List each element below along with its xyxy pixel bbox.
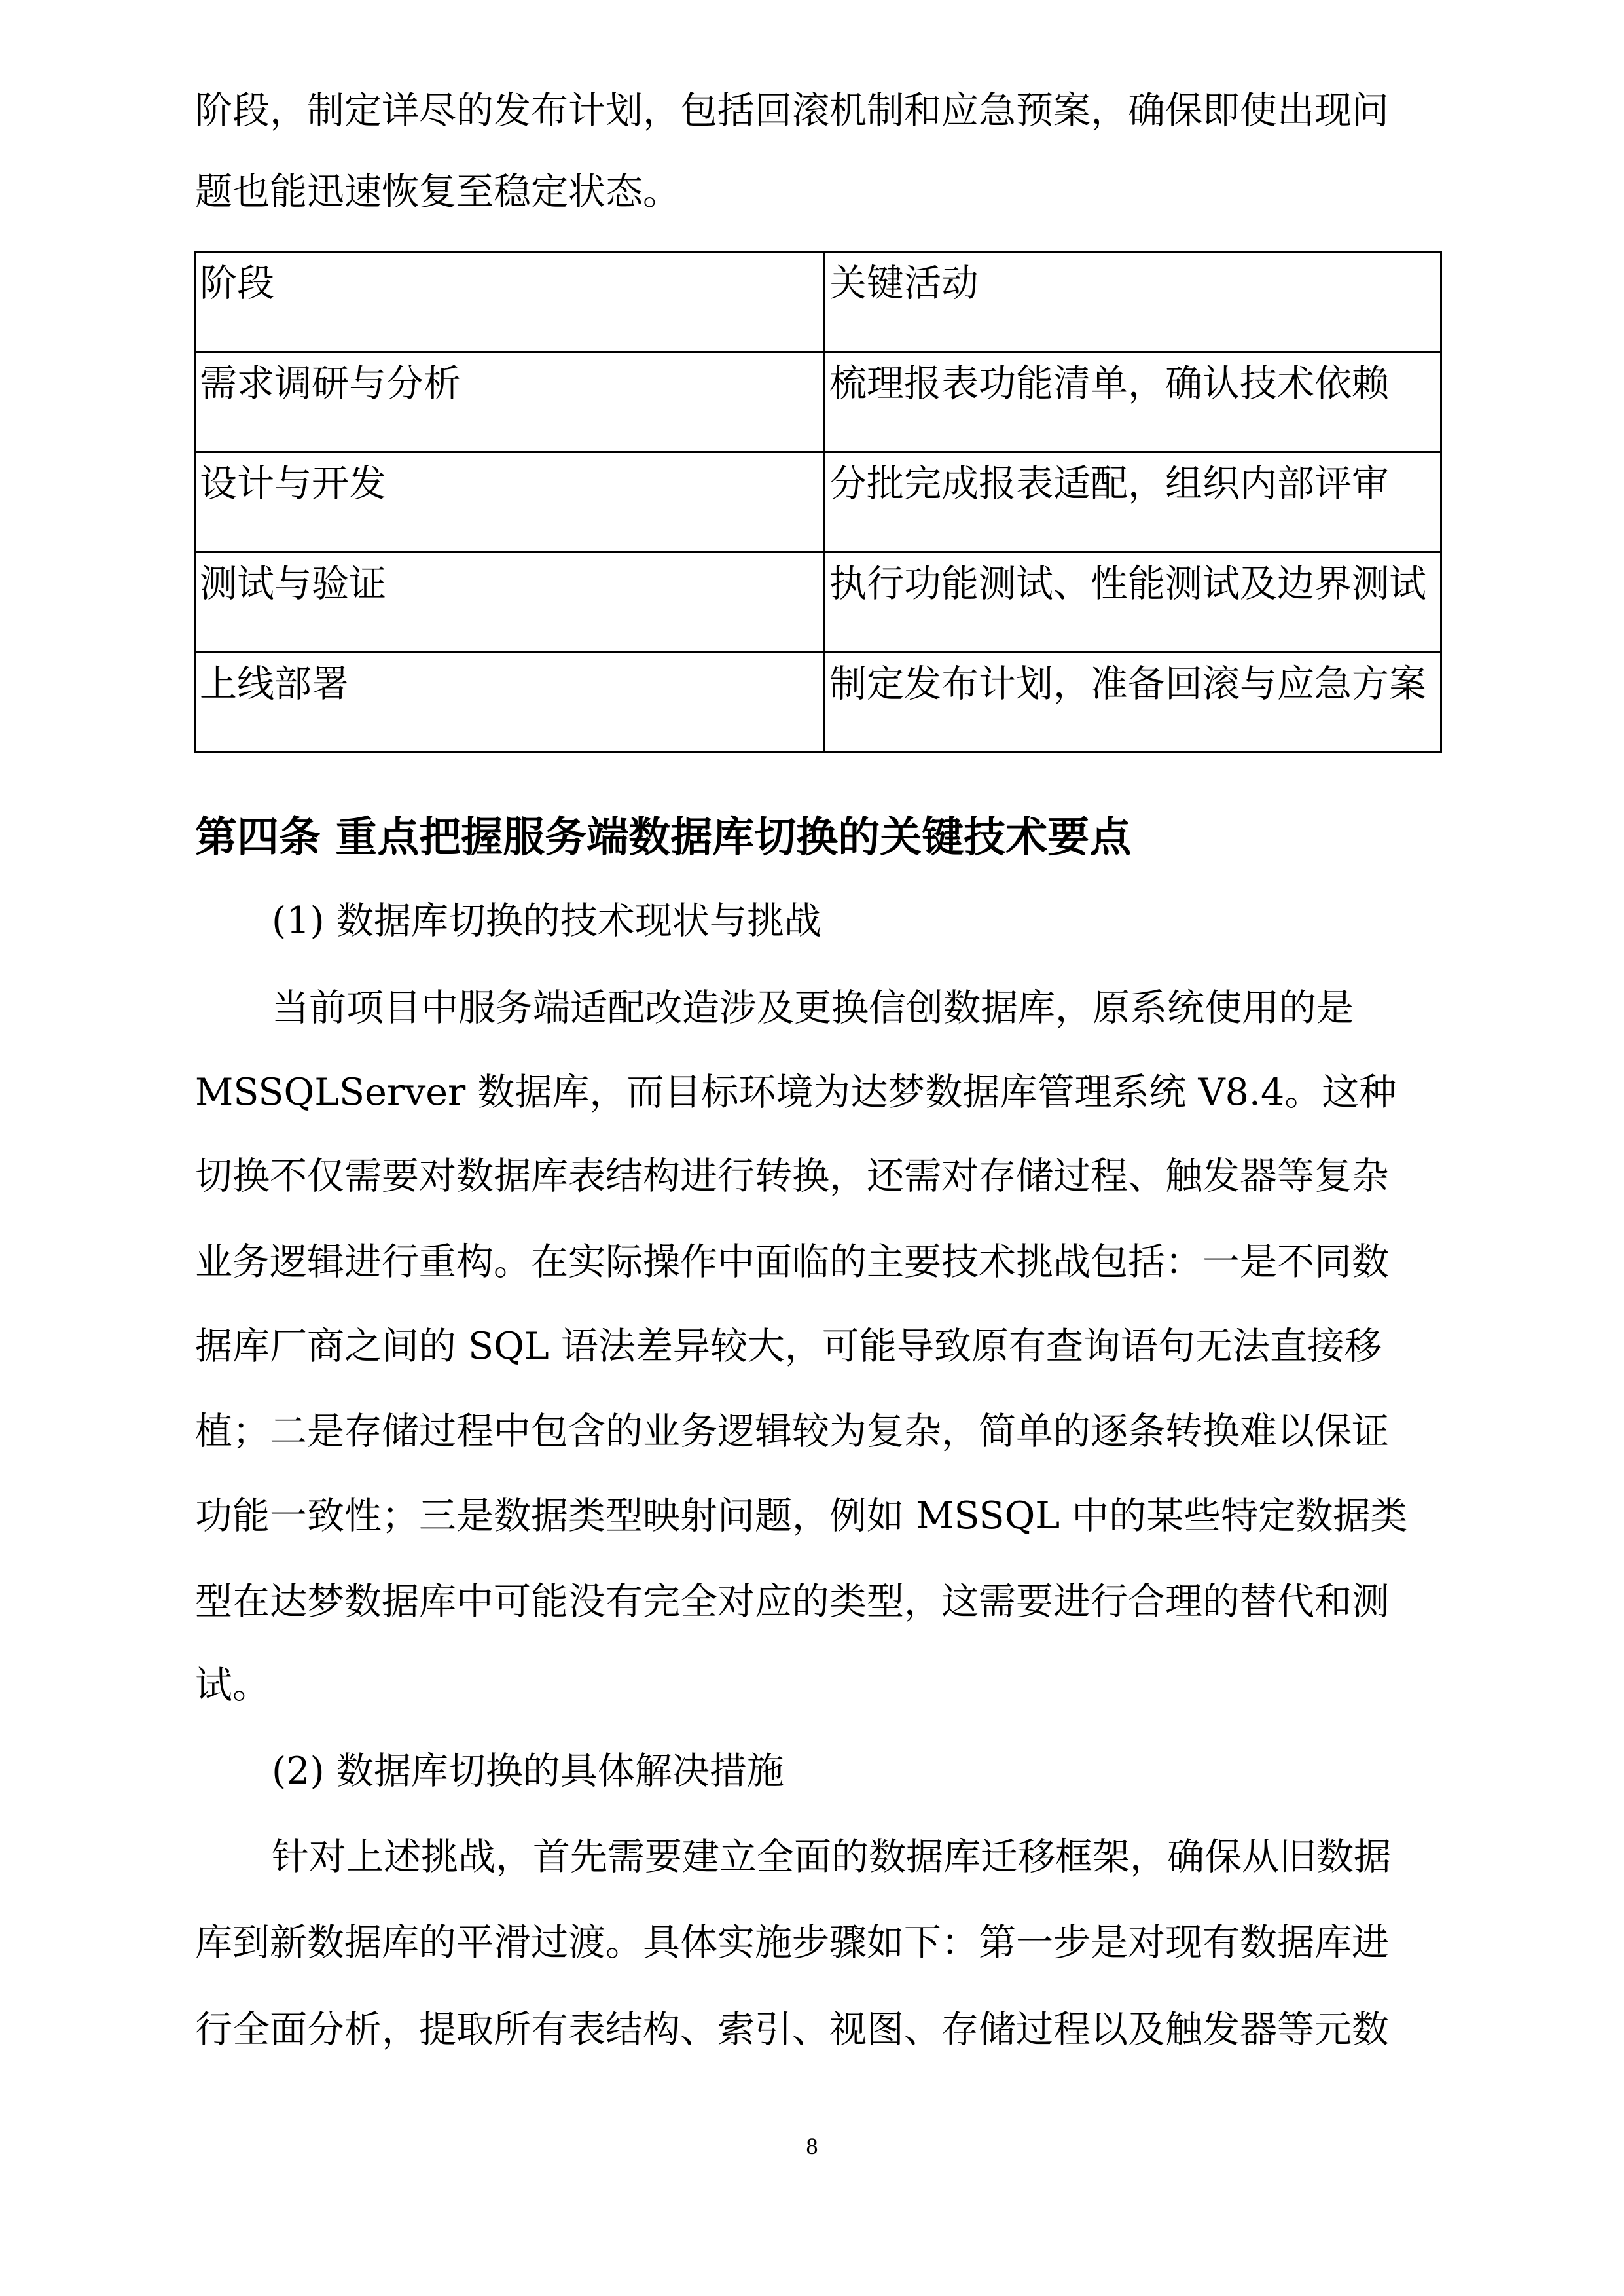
paragraph-line: 业务逻辑进行重构。在实际操作中面临的主要技术挑战包括：一是不同数 [195, 1240, 1389, 1283]
table-row [195, 653, 1441, 753]
section-heading: 第四条 重点把握服务端数据库切换的关键技术要点 [195, 813, 1132, 862]
page-number: 8 [806, 2133, 818, 2159]
subsection-title: (1) 数据库切换的技术现状与挑战 [272, 899, 821, 942]
table-cell: 执行功能测试、性能测试及边界测试 [825, 552, 1441, 653]
paragraph-line: MSSQLServer 数据库，而目标环境为达梦数据库管理系统 V8.4。这种 [195, 1071, 1397, 1114]
table-row [195, 552, 1441, 653]
paragraph-line: 切换不仅需要对数据库表结构进行转换，还需对存储过程、触发器等复杂 [195, 1155, 1389, 1198]
paragraph-line: 题也能迅速恢复至稳定状态。 [195, 170, 680, 213]
paragraph-line: 据库厂商之间的 SQL 语法差异较大，可能导致原有查询语句无法直接移 [195, 1325, 1382, 1368]
table-cell: 梳理报表功能清单，确认技术依赖 [825, 352, 1441, 452]
table-header-cell: 阶段 [195, 252, 825, 352]
table-cell: 分批完成报表适配，组织内部评审 [825, 452, 1441, 552]
paragraph-line: 针对上述挑战，首先需要建立全面的数据库迁移框架，确保从旧数据 [272, 1835, 1391, 1878]
table-row [195, 352, 1441, 452]
table-header-cell: 关键活动 [825, 252, 1441, 352]
phase-table [194, 251, 1442, 753]
table-cell: 上线部署 [195, 653, 825, 753]
paragraph-line: 行全面分析，提取所有表结构、索引、视图、存储过程以及触发器等元数 [195, 2008, 1389, 2051]
table-cell: 测试与验证 [195, 552, 825, 653]
paragraph-line: 阶段，制定详尽的发布计划，包括回滚机制和应急预案，确保即使出现问 [195, 89, 1389, 132]
paragraph-line: 功能一致性；三是数据类型映射问题，例如 MSSQL 中的某些特定数据类 [195, 1494, 1408, 1537]
paragraph-line: 试。 [195, 1664, 270, 1707]
table-cell: 设计与开发 [195, 452, 825, 552]
table-header-row [195, 252, 1441, 352]
subsection-title: (2) 数据库切换的具体解决措施 [272, 1749, 784, 1793]
paragraph-line: 当前项目中服务端适配改造涉及更换信创数据库，原系统使用的是 [272, 986, 1354, 1030]
table-row [195, 452, 1441, 552]
paragraph-line: 型在达梦数据库中可能没有完全对应的类型，这需要进行合理的替代和测 [195, 1580, 1389, 1623]
paragraph-line: 植；二是存储过程中包含的业务逻辑较为复杂，简单的逐条转换难以保证 [195, 1410, 1389, 1453]
table-cell: 需求调研与分析 [195, 352, 825, 452]
paragraph-line: 库到新数据库的平滑过渡。具体实施步骤如下：第一步是对现有数据库进 [195, 1921, 1389, 1964]
table-cell: 制定发布计划，准备回滚与应急方案 [825, 653, 1441, 753]
